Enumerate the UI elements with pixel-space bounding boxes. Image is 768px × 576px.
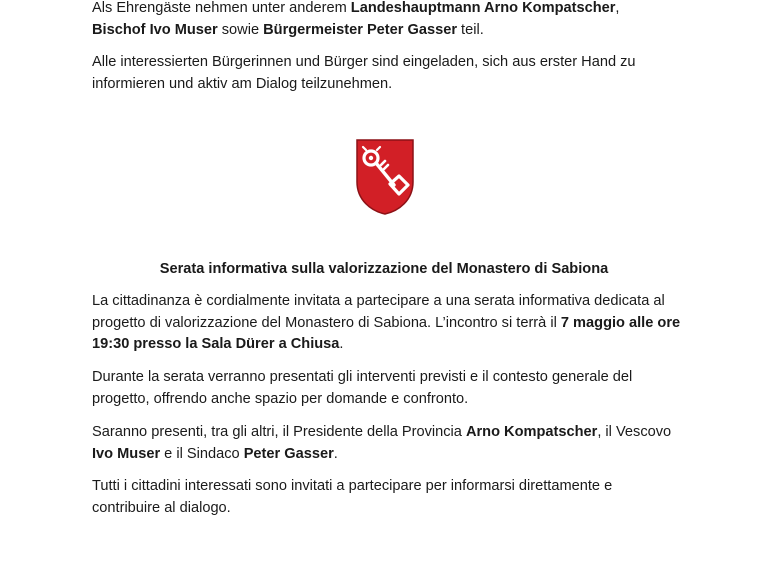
bold-name-kompatscher: Landeshauptmann Arno Kompatscher (350, 0, 616, 16)
text-segment: e il Sindaco (160, 445, 244, 462)
program-paragraph-it: Durante la serata verranno presentati gli interventi previsti e il contesto generale del progetto, offrendo anche spazio per domande e confronto. (92, 369, 633, 407)
text-segment: . (333, 445, 338, 462)
section-heading-it: Serata informativa sulla valorizzazione del Monastero di Sabiona (159, 261, 609, 277)
bold-name-kompatscher: Arno Kompatscher (465, 424, 598, 440)
text-segment: sowie (217, 21, 264, 38)
text-segment: . (339, 336, 344, 353)
key-shield-icon (354, 138, 416, 216)
text-segment: , il Vescovo (597, 424, 672, 440)
bold-name-muser: Ivo Muser (92, 445, 161, 462)
bold-event-details: 7 maggio alle ore 19:30 presso la Sala Dürer a Chiusa (92, 314, 681, 353)
text-segment: La cittadinanza è cordialmente invitata a partecipare a una serata informativa dedicata al progetto di valorizzazione del Monastero di Sabiona. L’incontro si terrà il (92, 293, 665, 331)
bold-name-gasser: Peter Gasser (243, 445, 334, 462)
guests-paragraph-de (92, 0, 682, 41)
text-segment: , (615, 0, 620, 16)
bold-name-muser: Bischof Ivo Muser (92, 21, 218, 38)
closing-paragraph-it: Tutti i cittadini interessati sono invitati a partecipare per informarsi direttamente e contribuire al dialogo. (92, 478, 613, 516)
event-paragraph-it (92, 291, 682, 356)
guests-paragraph-it (92, 422, 682, 465)
bold-name-gasser: Bürgermeister Peter Gasser (263, 21, 457, 38)
text-segment: Als Ehrengäste nehmen unter anderem (92, 0, 351, 16)
invitation-paragraph-de: Alle interessierten Bürgerinnen und Bürger sind eingeladen, sich aus erster Hand zu informieren und aktiv am Dialog teilzunehmen. (92, 54, 636, 92)
text-segment: Saranno presenti, tra gli altri, il Presidente della Provincia (92, 424, 466, 440)
text-segment: teil. (457, 21, 484, 38)
